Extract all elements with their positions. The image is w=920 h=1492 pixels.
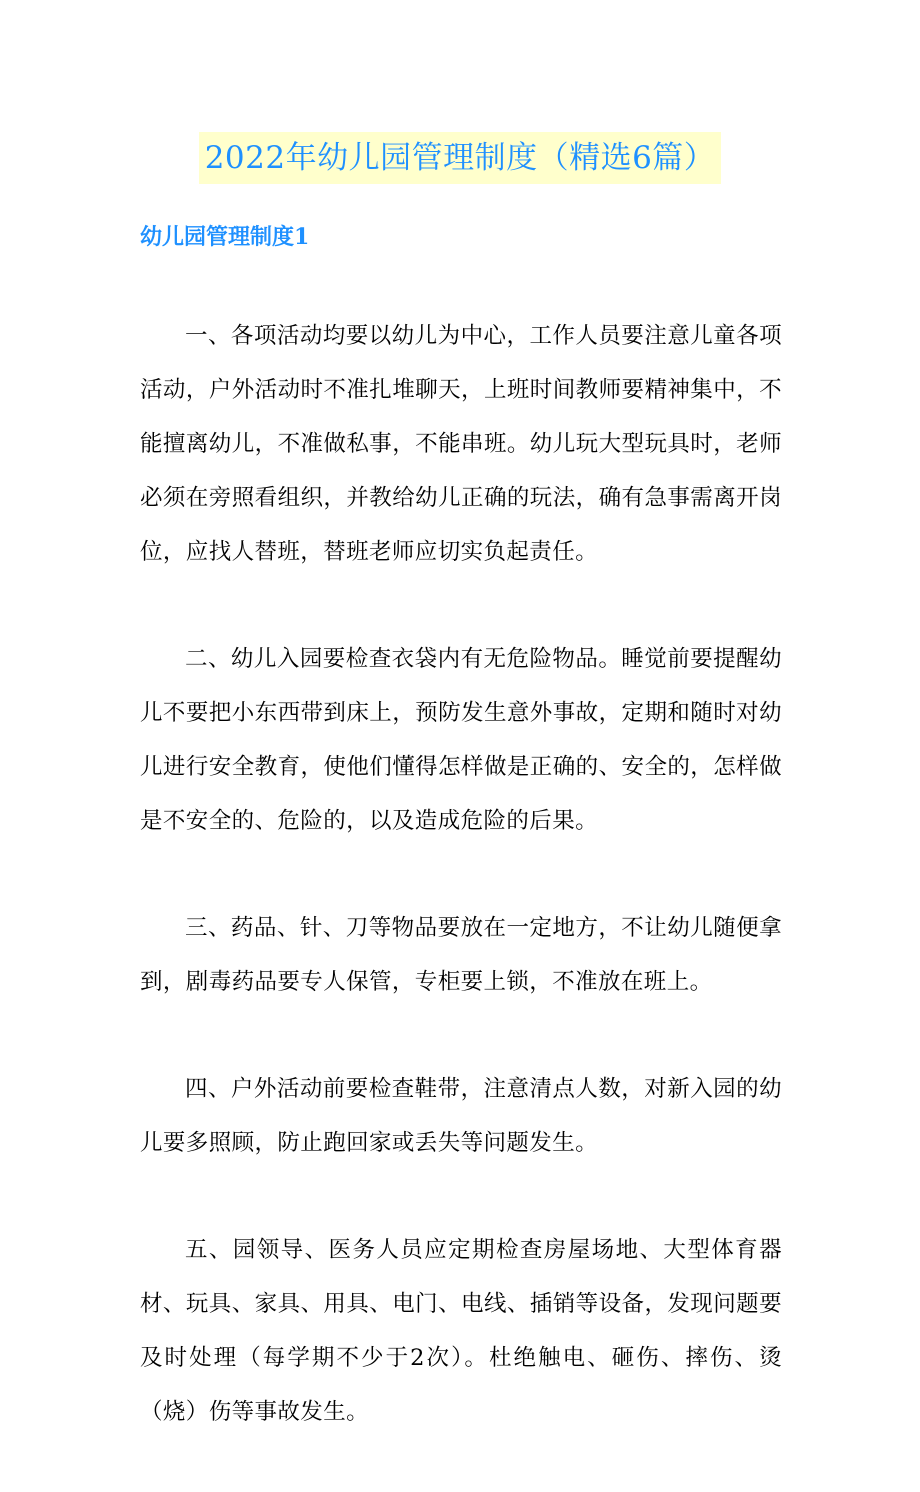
document-body xyxy=(140,309,782,1492)
paragraph-2: 二、幼儿入园要检查衣袋内有无危险物品。睡觉前要提醒幼儿不要把小东西带到床上，预防发生意外事故，定期和随时对幼儿进行安全教育，使他们懂得怎样做是正确的、安全的，怎样做是不安全的、危险的，以及造成危险的后果。 xyxy=(140,646,782,834)
title-container xyxy=(0,132,920,184)
document-title: 2022年幼儿园管理制度（精选6篇） xyxy=(199,132,722,184)
paragraph-1: 一、各项活动均要以幼儿为中心，工作人员要注意儿童各项活动，户外活动时不准扎堆聊天，上班时间教师要精神集中，不能擅离幼儿，不准做私事，不能串班。幼儿玩大型玩具时，老师必须在旁照看组织，并教给幼儿正确的玩法，确有急事需离开岗位，应找人替班，替班老师应切实负起责任。 xyxy=(140,323,782,565)
paragraph-3: 三、药品、针、刀等物品要放在一定地方，不让幼儿随便拿到，剧毒药品要专人保管，专柜要上锁，不准放在班上。 xyxy=(140,915,782,995)
paragraph-4: 四、户外活动前要检查鞋带，注意清点人数，对新入园的幼儿要多照顾，防止跑回家或丢失等问题发生。 xyxy=(140,1076,782,1156)
paragraph-5: 五、园领导、医务人员应定期检查房屋场地、大型体育器材、玩具、家具、用具、电门、电线、插销等设备，发现问题要及时处理（每学期不少于2次）。杜绝触电、砸伤、摔伤、烫（烧）伤等事故发生。 xyxy=(140,1237,782,1425)
section-heading: 幼儿园管理制度1 xyxy=(140,224,310,250)
